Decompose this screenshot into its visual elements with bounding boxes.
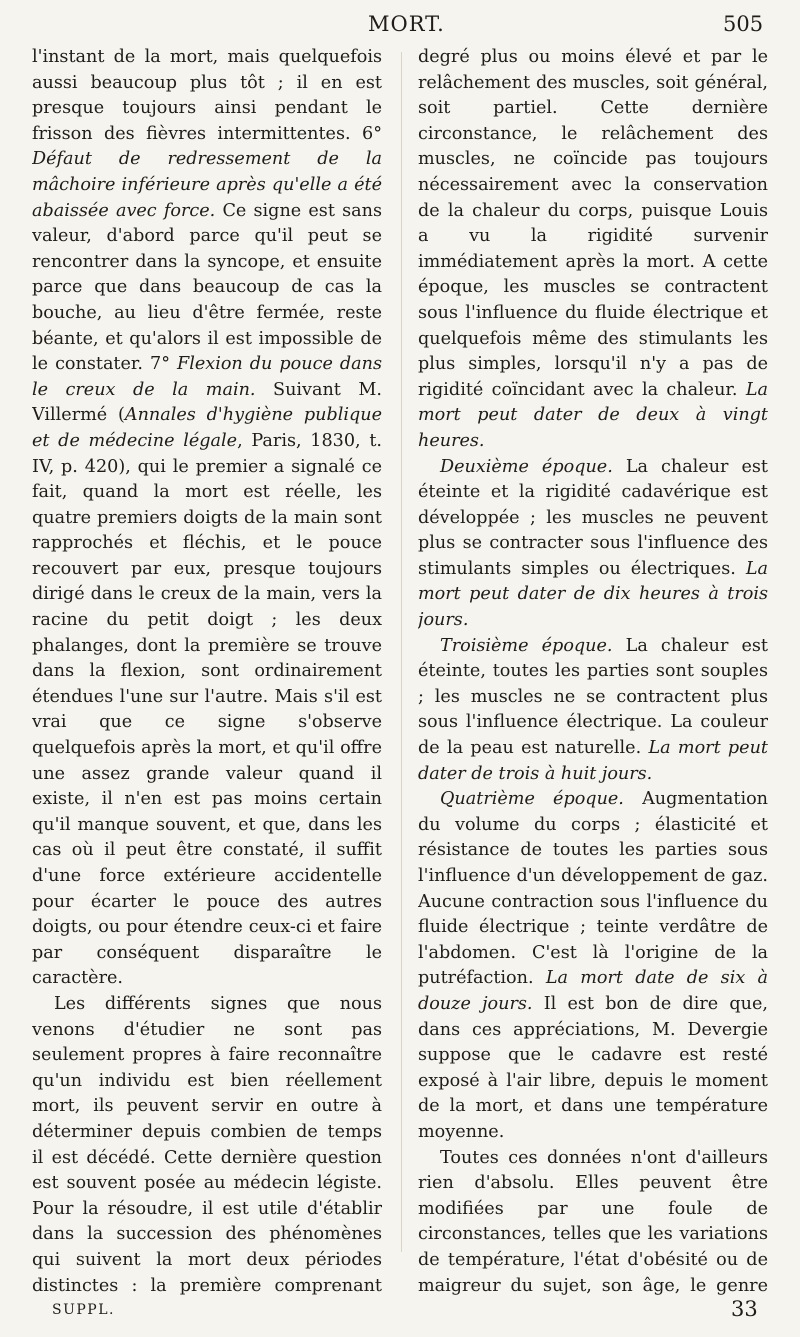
- page-number: 505: [723, 12, 764, 36]
- text-run: , Paris, 1830, t. IV, p. 420), qui le premier a signalé ce fait, quand la mort est réelle, les quatre premiers doigts de la main sont rapprochés et fléchis, et le pouce recouvert par eux, presque toujours dirigé dans le creux de la main, vers la racine du petit doigt ; les deux phalanges, dont la première se trouve dans la flexion, sont ordinairement étendues l'une sur l'autre. Mais s'il est vrai que ce signe s'observe quelquefois après la mort, et qu'il offre une assez grande valeur quand il existe, il n'en est pas moins certain qu'il manque souvent, et que, dans les cas où il peut être constaté, il suffit d'une force extérieure accidentelle pour écarter le pouce des autres doigts, ou pour étendre ceux-ci et faire par conséquent disparaître le caractère.: [32, 430, 382, 989]
- paragraph: [32, 45, 382, 992]
- citation-title: Annales d'hygiène publique et de médecine légale: [32, 405, 382, 451]
- sign-title: Défaut de redressement de la mâchoire inférieure après qu'elle a été abaissée avec force.: [32, 149, 382, 221]
- text-run: Augmentation du volume du corps ; élasticité et résistance de toutes les parties sous l'influence d'un développement de gaz. Aucune contraction sous l'influence du fluide électrique ; teinte verdâtre de l'abdomen. C'est là l'origine de la putréfaction.: [418, 789, 768, 989]
- time-estimate: La mort peut dater de dix heures à trois jours.: [418, 558, 768, 631]
- paragraph: [418, 45, 768, 455]
- paragraph: [418, 455, 768, 634]
- text-run: Ce signe est sans valeur, d'abord parce qu'il peut se rencontrer dans la syncope, et ensuite parce que dans beaucoup de cas la bouche, au lieu d'être fermée, reste béante, et qu'alors il est impossible de le constater. 7°: [32, 200, 382, 375]
- text-run: Suivant M. Villermé (: [32, 379, 382, 426]
- epoch-heading: Troisième époque.: [440, 635, 613, 656]
- time-estimate: La mort date de six à douze jours.: [418, 968, 768, 1014]
- text-run: degré plus ou moins élevé et par le relâchement des muscles, soit général, soit partiel. Cette dernière circonstance, le relâchement des muscles, ne coïncide pas toujours nécessairement avec la conservation de la chaleur du corps, puisque Louis a vu la rigidité survenir immédiatement après la mort. A cette époque, les muscles se contractent sous l'influence du fluide électrique et quelquefois même des stimulants les plus simples, lorsqu'il n'y a pas de rigidité coïncidant avec la chaleur.: [418, 47, 768, 400]
- paragraph: [418, 634, 768, 788]
- time-estimate: La mort peut dater de trois à huit jours.: [418, 738, 768, 784]
- epoch-heading: Quatrième époque.: [440, 789, 624, 810]
- running-head: MORT.: [368, 12, 445, 36]
- paragraph: Toutes ces données n'ont d'ailleurs rien d'absolu. Elles peuvent être modifiées par une foule de circonstances, telles que les variations de température, l'état d'obésité ou de maigreur du sujet, son âge, le genre: [418, 1147, 768, 1295]
- sign-title: Flexion du pouce dans le creux de la main.: [32, 354, 382, 400]
- text-run: La chaleur est éteinte et la rigidité cadavérique est développée ; les muscles ne peuvent plus se contracter sous l'influence des stimulants simples ou électriques.: [418, 456, 768, 579]
- paragraph: Les différents signes que nous venons d'étudier ne sont pas seulement propres à faire reconnaître qu'un individu est bien réellement mort, ils peuvent servir en outre à déterminer depuis combien de temps il est décédé. Cette dernière question est souvent posée au médecin légiste. Pour la résoudre, il est utile d'établir dans la succession des phénomènes qui suivent la mort deux périodes distinctes : la première comprenant: [32, 993, 382, 1295]
- signature-mark: SUPPL.: [52, 1302, 115, 1318]
- left-column: [32, 45, 382, 1295]
- right-column: [418, 45, 768, 1295]
- column-divider: [401, 52, 402, 1252]
- text-run: La chaleur est éteinte, toutes les parties sont souples ; les muscles ne se contractent plus sous l'influence électrique. La couleur de la peau est naturelle.: [418, 635, 768, 759]
- epoch-heading: Deuxième époque.: [440, 456, 613, 477]
- time-estimate: La mort peut dater de deux à vingt heures.: [418, 379, 768, 451]
- text-run: Il est bon de dire que, dans ces appréciations, M. Devergie suppose que le cadavre est resté exposé à l'air libre, depuis le moment de la mort, et dans une température moyenne.: [418, 993, 768, 1142]
- sheet-number: 33: [731, 1297, 758, 1321]
- text-run: l'instant de la mort, mais quelquefois aussi beaucoup plus tôt ; il en est presque toujours ainsi pendant le frisson des fièvres intermittentes. 6°: [32, 47, 382, 144]
- paragraph: [418, 787, 768, 1145]
- page-header: [0, 12, 800, 42]
